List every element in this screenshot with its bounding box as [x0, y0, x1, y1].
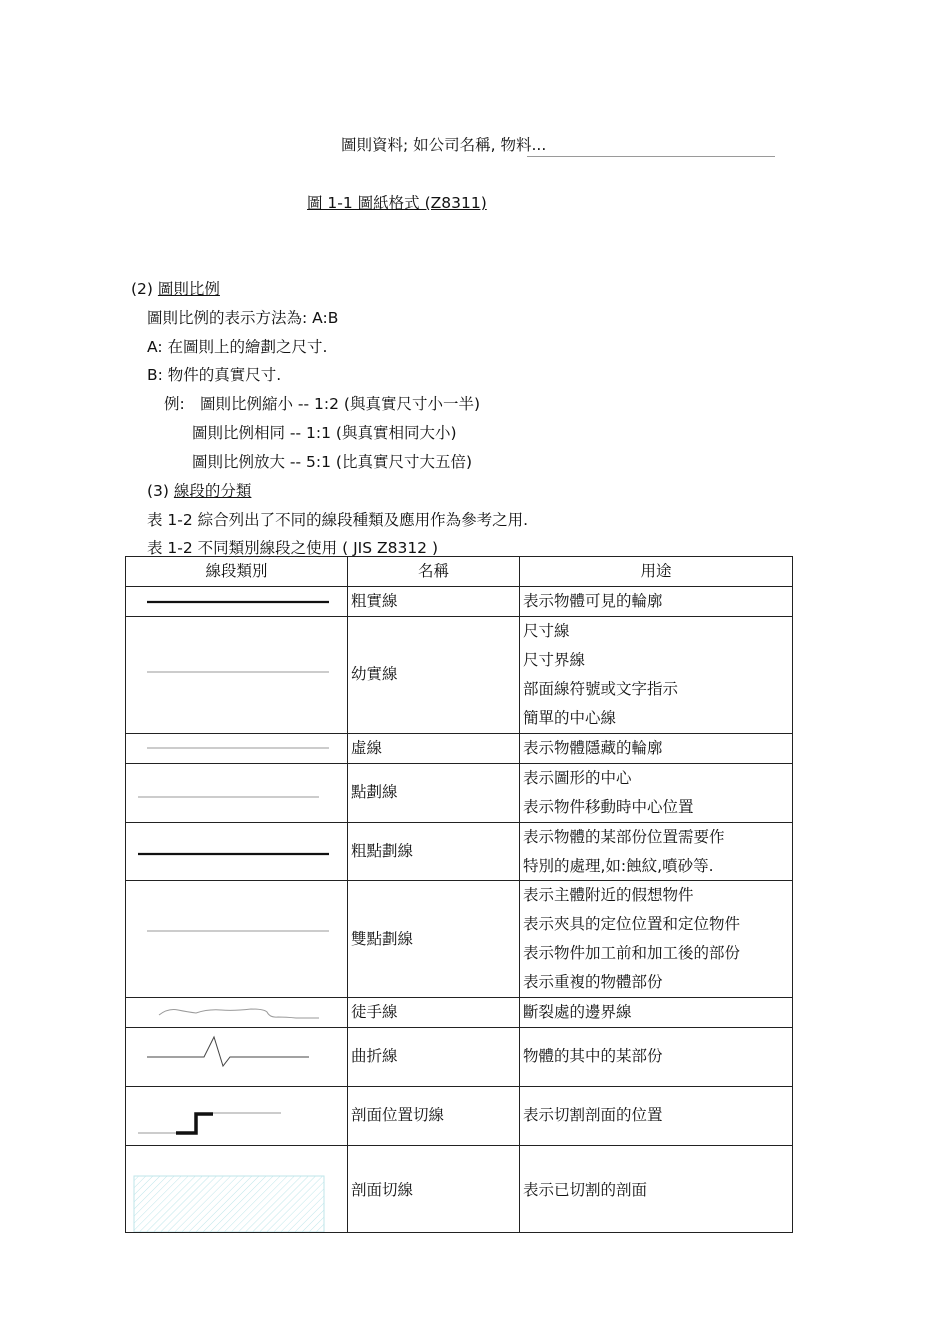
example-label: 例:: [164, 395, 185, 413]
table-row: [126, 1145, 793, 1232]
line-usage: [520, 586, 793, 616]
example-3: 圖則比例放大 -- 5:1 (比真實尺寸大五倍): [192, 453, 473, 471]
line-sample-zigzag: [126, 1027, 348, 1086]
usage-line: 表示夾具的定位位置和定位物件: [523, 915, 741, 934]
example-1: 圖則比例縮小 -- 1:2 (與真實尺寸小一半): [200, 395, 481, 413]
line-name: 剖面切線: [348, 1145, 520, 1232]
table-row: [126, 733, 793, 763]
line-sample-cutting-plane: [126, 1086, 348, 1145]
table-row: [126, 1086, 793, 1145]
table-row: [126, 1027, 793, 1086]
line-name: 幼實線: [348, 616, 520, 733]
usage-line: 特別的處理,如:蝕紋,噴砂等.: [523, 856, 714, 875]
line-usage: [520, 763, 793, 822]
section2-line-2: A: 在圖則上的繪劃之尺寸.: [147, 338, 328, 356]
table-row: [126, 763, 793, 822]
line-usage: [520, 733, 793, 763]
table-row: [126, 997, 793, 1027]
usage-line: 尺寸界線: [523, 651, 586, 669]
usage-line: 表示物體的某部份位置需要作: [523, 827, 725, 846]
usage-line: 表示切割剖面的位置: [523, 1106, 663, 1125]
header-line-type: 線段類別: [126, 557, 348, 587]
example-2: 圖則比例相同 -- 1:1 (與真實相同大小): [192, 424, 457, 442]
section3-intro: 表 1-2 綜合列出了不同的線段種類及應用作為參考之用.: [147, 511, 529, 529]
usage-line: 表示物件移動時中心位置: [523, 797, 694, 816]
usage-line: 表示物體隱藏的輪廓: [523, 738, 663, 757]
line-sample-thick-solid: [126, 586, 348, 616]
table-caption: 表 1-2 不同類別線段之使用 ( JIS Z8312 ): [147, 539, 439, 557]
usage-line: 物體的其中的某部份: [523, 1047, 663, 1066]
line-sample-section-hatch: [126, 1145, 348, 1232]
section3-heading: [147, 479, 251, 501]
section3-number: (3): [147, 482, 169, 500]
usage-line: 斷裂處的邊界線: [523, 1002, 632, 1021]
line-name: 虛線: [348, 733, 520, 763]
line-name: 雙點劃線: [348, 881, 520, 997]
section3-title: 線段的分類: [173, 482, 252, 500]
section2-heading: [131, 277, 220, 299]
line-name: 剖面位置切線: [348, 1086, 520, 1145]
line-name: 粗點劃線: [348, 822, 520, 881]
header-usage: 用途: [520, 557, 793, 587]
line-name: 曲折線: [348, 1027, 520, 1086]
line-usage: [520, 1086, 793, 1145]
usage-line: 表示物體可見的輪廓: [523, 591, 663, 610]
header-note: 圖則資料; 如公司名稱, 物料...: [341, 136, 547, 154]
usage-line: 表示主體附近的假想物件: [523, 886, 694, 905]
usage-line: 表示圖形的中心: [523, 769, 632, 787]
section2-title: 圖則比例: [157, 280, 220, 298]
line-usage: [520, 822, 793, 881]
line-name: 點劃線: [348, 763, 520, 822]
line-sample-thin-solid: [126, 616, 348, 733]
table-row: [126, 586, 793, 616]
line-usage: [520, 616, 793, 733]
line-usage: [520, 1027, 793, 1086]
line-sample-thick-chain: [126, 822, 348, 881]
usage-line: 尺寸線: [523, 622, 570, 641]
line-usage: [520, 997, 793, 1027]
line-usage: [520, 1145, 793, 1232]
section2-number: (2): [131, 280, 153, 298]
usage-line: 簡單的中心線: [523, 708, 617, 727]
table-header-row: [126, 557, 793, 587]
line-types-table: [125, 556, 793, 1233]
usage-line: 表示物件加工前和加工後的部份: [523, 943, 741, 962]
table-row: [126, 616, 793, 733]
usage-line: 表示已切割的剖面: [523, 1181, 648, 1200]
line-name: 粗實線: [348, 586, 520, 616]
line-name: 徒手線: [348, 997, 520, 1027]
usage-line: 表示重複的物體部份: [523, 972, 663, 991]
line-usage: [520, 881, 793, 997]
line-sample-double-chain: [126, 881, 348, 997]
header-rule: [527, 156, 775, 157]
table-row: [126, 822, 793, 881]
figure-caption: 圖 1-1 圖紙格式 (Z8311): [307, 194, 487, 212]
line-sample-chain: [126, 763, 348, 822]
usage-line: 部面線符號或文字指示: [523, 679, 679, 698]
line-sample-freehand: [126, 997, 348, 1027]
header-name: 名稱: [348, 557, 520, 587]
section2-line-3: B: 物件的真實尺寸.: [147, 366, 282, 384]
table-row: [126, 881, 793, 997]
section2-line-1: 圖則比例的表示方法為: A:B: [147, 309, 339, 327]
line-sample-dashed: [126, 733, 348, 763]
